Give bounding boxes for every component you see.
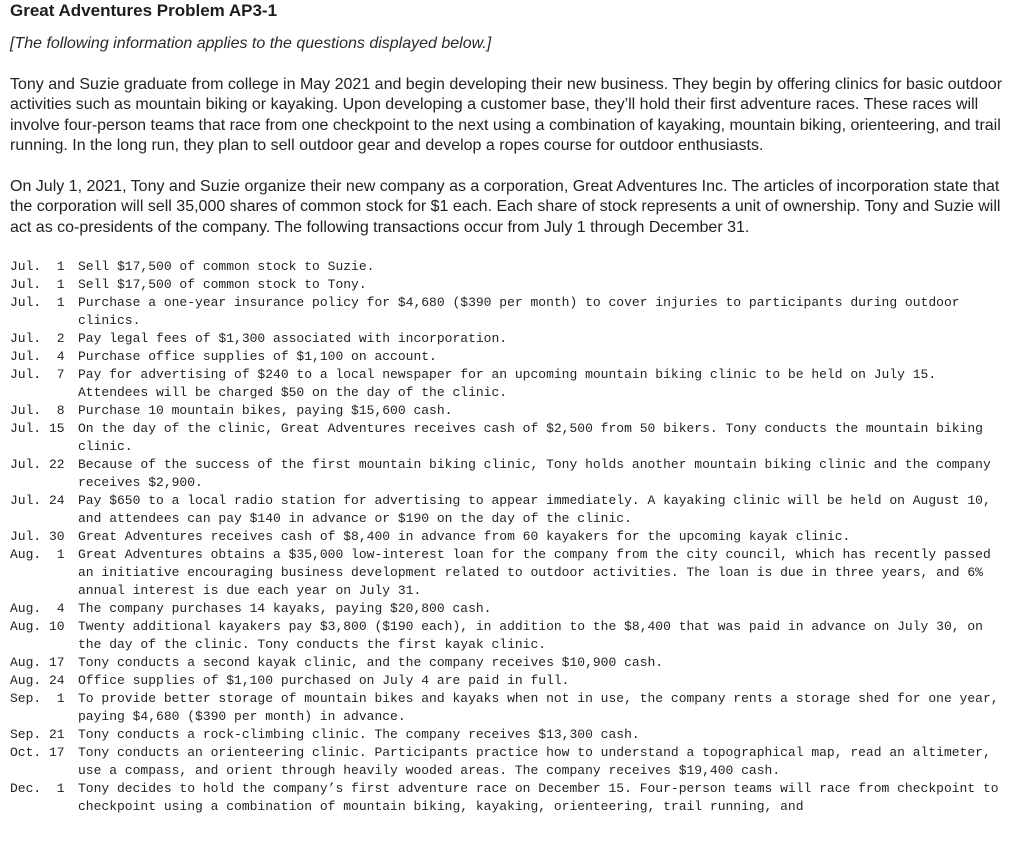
transaction-description: Tony conducts a second kayak clinic, and the company receives $10,900 cash. [78,655,664,671]
transaction-date: Sep. 21 [10,727,65,743]
transaction-date: Jul. 24 [10,493,65,509]
transaction-row [10,690,1014,726]
transaction-row [10,744,1014,780]
transaction-date: Aug. 10 [10,619,65,635]
transaction-date: Jul. 15 [10,421,65,437]
transaction-date: Aug. 24 [10,673,65,689]
transaction-row [10,456,1014,492]
transaction-row [10,600,1014,618]
transaction-description: Tony conducts an orienteering clinic. Participants practice how to understand a topographical map, read an altimeter, use a compass, and orient through heavily wooded areas. The company receives $19,400 cash. [78,745,991,779]
transaction-date: Jul. 2 [10,331,65,347]
transaction-description: Pay legal fees of $1,300 associated with incorporation. [78,331,508,347]
transaction-description: Pay $650 to a local radio station for advertising to appear immediately. A kayaking clinic will be held on August 10, and attendees can pay $140 in advance or $190 on the day of the clinic. [78,493,991,527]
organization-paragraph: On July 1, 2021, Tony and Suzie organize their new company as a corporation, Great Adventures Inc. The articles of incorporation state that the corporation will sell 35,000 shares of common stock for $1 each. Each share of stock represents a unit of ownership. Tony and Suzie will act as co-presidents of the company. The following transactions occur from July 1 through December 31. [10,178,1001,236]
transaction-row [10,348,1014,366]
transaction-date: Jul. 30 [10,529,65,545]
transaction-description: Purchase 10 mountain bikes, paying $15,600 cash. [78,403,453,419]
transaction-date: Jul. 8 [10,403,65,419]
transaction-date: Jul. 7 [10,367,65,383]
transaction-description: Twenty additional kayakers pay $3,800 ($190 each), in addition to the $8,400 that was paid in advance on July 30, on the day of the clinic. Tony conducts the first kayak clinic. [78,619,983,653]
transaction-date: Dec. 1 [10,781,65,797]
transaction-row [10,492,1014,528]
transaction-date: Jul. 1 [10,277,65,293]
transaction-description: Great Adventures obtains a $35,000 low-interest loan for the company from the city council, which has recently passed an initiative encouraging business development related to outdoor activities. The loan is due in three years, and 6% annual interest is due each year on July 31. [78,547,991,599]
transaction-row [10,654,1014,672]
transaction-row [10,420,1014,456]
transaction-description: Because of the success of the first mountain biking clinic, Tony holds another mountain biking clinic and the company receives $2,900. [78,457,991,491]
transaction-description: Pay for advertising of $240 to a local newspaper for an upcoming mountain biking clinic to be held on July 15. Attendees will be charged $50 on the day of the clinic. [78,367,937,401]
transaction-list [10,258,1014,816]
intro-paragraph: Tony and Suzie graduate from college in May 2021 and begin developing their new business. They begin by offering clinics for basic outdoor activities such as mountain biking or kayaking. Upon developing a customer base, they’ll hold their first adventure races. These races will involve four-person teams that race from one checkpoint to the next using a combination of kayaking, mountain biking, orienteering, and trail running. In the long run, they plan to sell outdoor gear and develop a ropes course for outdoor enthusiasts. [10,76,1003,154]
transaction-row [10,618,1014,654]
transaction-description: Tony conducts a rock-climbing clinic. The company receives $13,300 cash. [78,727,640,743]
transaction-row [10,330,1014,348]
transaction-date: Oct. 17 [10,745,65,761]
transaction-description: Office supplies of $1,100 purchased on July 4 are paid in full. [78,673,570,689]
transaction-date: Aug. 1 [10,547,65,563]
transaction-row [10,726,1014,744]
transaction-date: Jul. 1 [10,295,65,311]
transaction-date: Sep. 1 [10,691,65,707]
transaction-row [10,528,1014,546]
problem-page [10,0,1014,816]
transaction-row [10,366,1014,402]
transaction-row [10,276,1014,294]
transaction-description: Purchase a one-year insurance policy for $4,680 ($390 per month) to cover injuries to participants during outdoor clinics. [78,295,960,329]
transaction-row [10,258,1014,276]
transaction-description: Tony decides to hold the company’s first adventure race on December 15. Four-person teams will race from checkpoint to checkpoint using a combination of mountain biking, kayaking, orienteering, trail running, and [78,781,999,815]
transaction-description: The company purchases 14 kayaks, paying $20,800 cash. [78,601,492,617]
transaction-description: Sell $17,500 of common stock to Tony. [78,277,367,293]
transaction-description: To provide better storage of mountain bikes and kayaks when not in use, the company rents a storage shed for one year, paying $4,680 ($390 per month) in advance. [78,691,999,725]
transaction-date: Jul. 22 [10,457,65,473]
transaction-row [10,780,1014,816]
problem-title: Great Adventures Problem AP3-1 [10,1,278,20]
transaction-description: Sell $17,500 of common stock to Suzie. [78,259,375,275]
transaction-description: Great Adventures receives cash of $8,400 in advance from 60 kayakers for the upcoming kayak clinic. [78,529,851,545]
transaction-row [10,402,1014,420]
transaction-date: Jul. 4 [10,349,65,365]
transaction-date: Aug. 17 [10,655,65,671]
problem-subtitle: [The following information applies to the questions displayed below.] [10,35,492,52]
transaction-date: Jul. 1 [10,259,65,275]
transaction-row [10,294,1014,330]
transaction-row [10,672,1014,690]
transaction-description: Purchase office supplies of $1,100 on account. [78,349,437,365]
transaction-date: Aug. 4 [10,601,65,617]
transaction-description: On the day of the clinic, Great Adventures receives cash of $2,500 from 50 bikers. Tony conducts the mountain biking clinic. [78,421,983,455]
transaction-row [10,546,1014,600]
